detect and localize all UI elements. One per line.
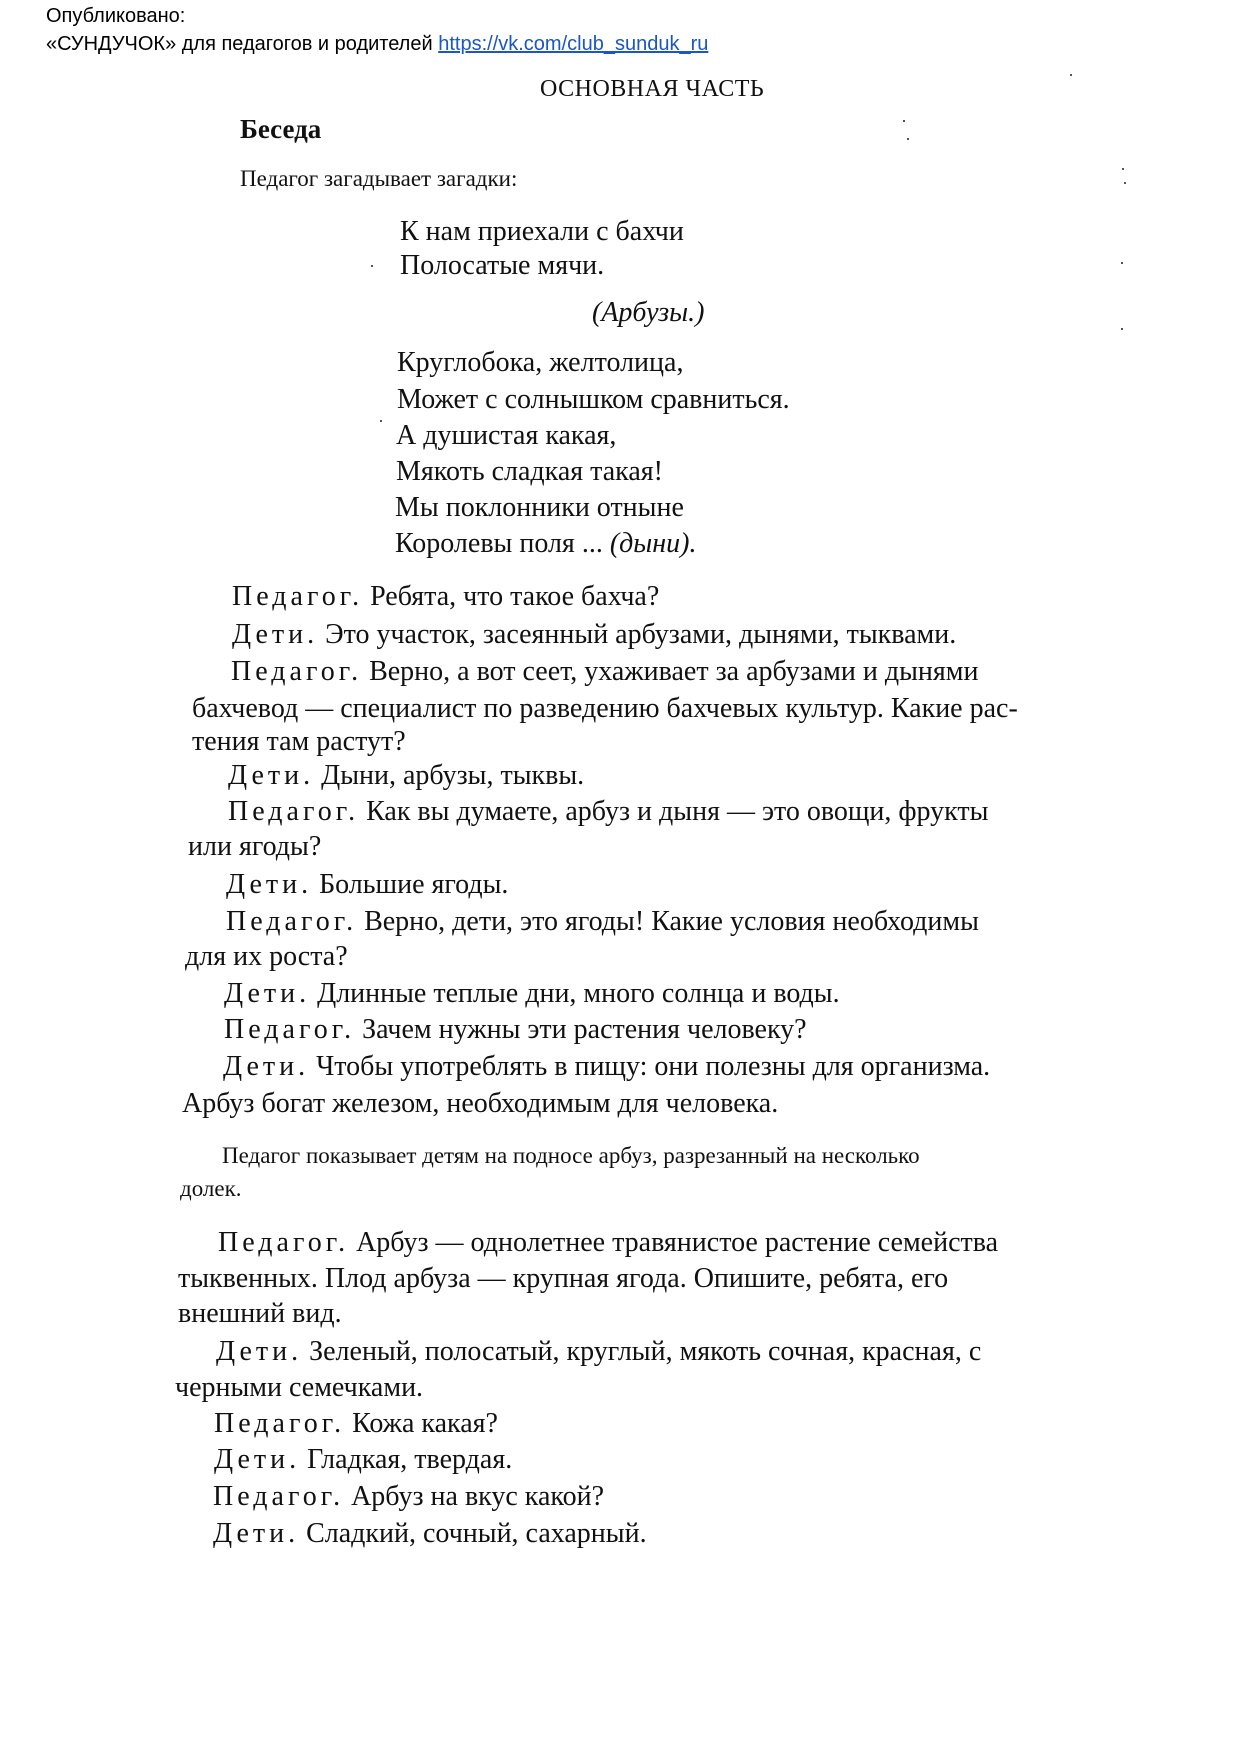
riddle1-line: Полосатые мячи. xyxy=(400,250,605,281)
riddle-intro: Педагог загадывает загадки: xyxy=(240,166,518,191)
riddle2-last-text: Королевы поля ... xyxy=(395,528,603,559)
dialogue-line xyxy=(214,1407,498,1441)
utterance: Дыни, арбузы, тыквы. xyxy=(321,760,585,791)
utterance: Кожа какая? xyxy=(352,1408,498,1439)
source-name: «СУНДУЧОК» для педагогов и родителей xyxy=(46,33,433,55)
scan-speck xyxy=(1122,168,1124,170)
scan-speck xyxy=(371,265,373,267)
dialogue-line xyxy=(213,1480,604,1514)
speaker-children: Дети. xyxy=(228,760,315,791)
utterance: Верно, а вот сеет, ухаживает за арбузами и дынями xyxy=(369,656,979,687)
speaker-children: Дети. xyxy=(223,1051,310,1082)
utterance: Сладкий, сочный, сахарный. xyxy=(306,1518,647,1549)
riddle2-last-line xyxy=(395,527,696,561)
dialogue-line xyxy=(216,1335,981,1369)
section-title: ОСНОВНАЯ ЧАСТЬ xyxy=(540,76,765,102)
dialogue-line xyxy=(223,1050,990,1084)
dialogue-line xyxy=(226,905,979,939)
dialogue-line xyxy=(218,1226,998,1260)
speaker-teacher: Педагог. xyxy=(231,656,363,687)
speaker-teacher: Педагог. xyxy=(218,1227,350,1258)
dialogue-continuation: Арбуз богат железом, необходимым для человека. xyxy=(182,1088,779,1119)
dialogue-line xyxy=(224,977,840,1011)
riddle2-line: Мякоть сладкая такая! xyxy=(396,456,663,487)
dialogue-line xyxy=(214,1443,512,1477)
stage-direction: долек. xyxy=(180,1176,242,1201)
dialogue-continuation: внешний вид. xyxy=(178,1298,342,1329)
speaker-teacher: Педагог. xyxy=(232,581,364,612)
riddle2-line: А душистая какая, xyxy=(396,420,617,451)
speaker-children: Дети. xyxy=(226,869,313,900)
utterance: Чтобы употреблять в пищу: они полезны для организма. xyxy=(316,1051,991,1082)
speaker-teacher: Педагог. xyxy=(226,906,358,937)
dialogue-line xyxy=(228,759,584,793)
riddle1-answer: (Арбузы.) xyxy=(592,297,705,328)
speaker-teacher: Педагог. xyxy=(213,1481,345,1512)
riddle1-line: К нам приехали с бахчи xyxy=(400,216,684,247)
utterance: Большие ягоды. xyxy=(319,869,509,900)
dialogue-line xyxy=(224,1013,807,1047)
scan-speck xyxy=(907,138,909,140)
dialogue-line xyxy=(228,795,988,829)
source-line xyxy=(46,30,708,58)
utterance: Это участок, засеянный арбузами, дынями, тыквами. xyxy=(325,619,957,650)
subsection-title: Беседа xyxy=(240,114,322,144)
dialogue-continuation: бахчевод — специалист по разведению бахчевых культур. Какие рас- xyxy=(192,693,1018,724)
speaker-children: Дети. xyxy=(224,978,311,1009)
scan-speck xyxy=(1121,328,1123,330)
utterance: Гладкая, твердая. xyxy=(307,1444,513,1475)
riddle2-line: Круглобока, желтолица, xyxy=(397,347,684,378)
published-label: Опубликовано: xyxy=(46,5,186,27)
utterance: Верно, дети, это ягоды! Какие условия необходимы xyxy=(364,906,979,937)
dialogue-continuation: или ягоды? xyxy=(188,831,322,862)
scan-speck xyxy=(1124,182,1126,184)
utterance: Арбуз на вкус какой? xyxy=(351,1481,605,1512)
scan-speck xyxy=(903,120,905,122)
dialogue-continuation: тения там растут? xyxy=(192,726,406,757)
speaker-teacher: Педагог. xyxy=(228,796,360,827)
dialogue-line xyxy=(232,580,659,614)
utterance: Как вы думаете, арбуз и дыня — это овощи, фрукты xyxy=(366,796,989,827)
riddle2-answer: (дыни). xyxy=(609,528,697,559)
speaker-children: Дети. xyxy=(232,619,319,650)
speaker-children: Дети. xyxy=(216,1336,303,1367)
publication-header xyxy=(46,2,708,58)
riddle2-line: Мы поклонники отныне xyxy=(395,492,684,523)
dialogue-continuation: черными семечками. xyxy=(175,1372,424,1403)
dialogue-continuation: тыквенных. Плод арбуза — крупная ягода. Опишите, ребята, его xyxy=(178,1263,949,1294)
speaker-teacher: Педагог. xyxy=(224,1014,356,1045)
speaker-teacher: Педагог. xyxy=(214,1408,346,1439)
utterance: Ребята, что такое бахча? xyxy=(370,581,660,612)
dialogue-line xyxy=(213,1517,647,1551)
scan-speck xyxy=(380,420,382,422)
dialogue-line xyxy=(231,655,978,689)
utterance: Зачем нужны эти растения человеку? xyxy=(362,1014,807,1045)
scan-speck xyxy=(1070,74,1072,76)
stage-direction: Педагог показывает детям на подносе арбуз, разрезанный на несколько xyxy=(222,1143,920,1168)
dialogue-continuation: для их роста? xyxy=(185,941,348,972)
utterance: Длинные теплые дни, много солнца и воды. xyxy=(317,978,840,1009)
dialogue-line xyxy=(232,618,956,652)
speaker-children: Дети. xyxy=(214,1444,301,1475)
riddle2-line: Может с солнышком сравниться. xyxy=(397,384,790,415)
scan-speck xyxy=(1121,262,1123,264)
dialogue-line xyxy=(226,868,508,902)
utterance: Зеленый, полосатый, круглый, мякоть сочная, красная, с xyxy=(309,1336,982,1367)
source-link[interactable]: https://vk.com/club_sunduk_ru xyxy=(438,33,709,55)
speaker-children: Дети. xyxy=(213,1518,300,1549)
utterance: Арбуз — однолетнее травянистое растение семейства xyxy=(356,1227,999,1258)
